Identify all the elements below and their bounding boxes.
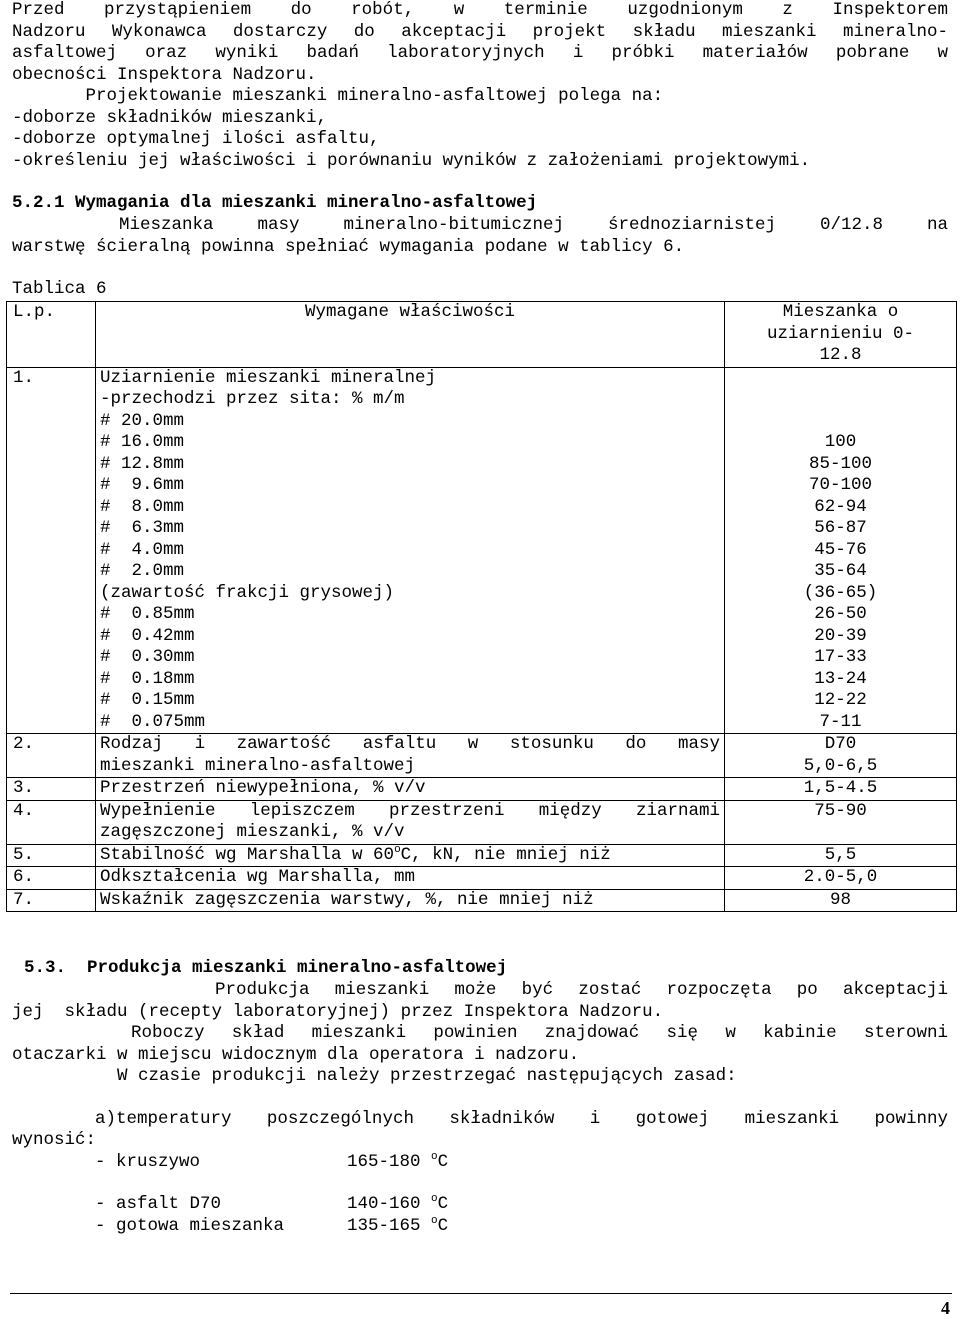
footer-rule xyxy=(10,1293,952,1294)
bullet-2: -doborze optymalnej ilości asfaltu, xyxy=(12,129,380,149)
section-53-p2-line-2: otaczarki w miejscu widocznym dla operatora i nadzoru. xyxy=(12,1044,580,1065)
bullet-3: -określeniu jej właściwości i porównaniu wyników z założeniami projektowymi. xyxy=(12,150,811,171)
temperature-intro-line-1: a)temperatury poszczególnych składników i gotowej mieszanki powinny xyxy=(95,1108,948,1129)
section-53-p3: W czasie produkcji należy przestrzegać następujących zasad: xyxy=(12,1066,737,1086)
row-3-value: 1,5-4.5 xyxy=(725,778,957,801)
table-header-row xyxy=(7,302,957,368)
row-1-lp: 1. xyxy=(7,367,96,734)
temperature-intro-line-2: wynosić: xyxy=(12,1130,97,1150)
section-521-line-1: Mieszanka masy mineralno-bitumicznej średnoziarnistej 0/12.8 na xyxy=(119,215,948,235)
intro-line-2: Nadzoru Wykonawca dostarczy do akceptacji projekt składu mieszanki mineralno- xyxy=(12,21,948,42)
table-row xyxy=(7,734,957,778)
intro-line-3: asfaltowej oraz wyniki badań laboratoryjnych i próbki materiałów pobrane w xyxy=(12,43,948,63)
row-7-value: 98 xyxy=(725,889,957,912)
temp-item-range: 165-180 $^o$C xyxy=(347,1150,449,1172)
section-53-p1-line-1: Produkcja mieszanki może być zostać rozpoczęta po akceptacji xyxy=(215,980,948,1000)
temp-item-name: - gotowa mieszanka xyxy=(95,1215,285,1236)
header-value: Mieszanka o uziarnieniu 0- 12.8 xyxy=(725,302,957,368)
requirements-table xyxy=(6,301,957,912)
bullet-1: -doborze składników mieszanki, xyxy=(12,107,328,128)
row-2-values: D70 5,0-6,5 xyxy=(725,734,957,778)
row-1-values: 100 85-100 70-100 62-94 56-87 45-76 35-64 (36-65) 26-50 20-39 17-33 13-24 12-22 7-11 xyxy=(725,367,957,734)
row-5-value: 5,5 xyxy=(725,844,957,867)
row-3-lp: 3. xyxy=(7,778,96,801)
section-53-p2-line-1: Roboczy skład mieszanki powinien znajdować się w kabinie sterowni xyxy=(131,1023,948,1043)
temp-item-name: - kruszywo xyxy=(95,1151,201,1172)
intro-line-4: obecności Inspektora Nadzoru. xyxy=(12,64,317,85)
table-row xyxy=(7,867,957,890)
row-4-value: 75-90 xyxy=(725,800,957,844)
row-7-property: Wskaźnik zagęszczenia warstwy, %, nie mniej niż xyxy=(96,889,725,912)
section-53-p1-line-2: jej składu (recepty laboratoryjnej) przez Inspektora Nadzoru. xyxy=(12,1001,664,1022)
table-row xyxy=(7,889,957,912)
table-row xyxy=(7,778,957,801)
table-row xyxy=(7,800,957,844)
intro-line-1: Przed przystąpieniem do robót, w terminie uzgodnionym z Inspektorem xyxy=(12,0,948,20)
row-3-property: Przestrzeń niewypełniona, % v/v xyxy=(96,778,725,801)
row-6-property: Odkształcenia wg Marshalla, mm xyxy=(96,867,725,890)
row-1-property: Uziarnienie mieszanki mineralnej -przechodzi przez sita: % m/m # 20.0mm # 16.0mm # 12.8mm # 9.6mm # 8.0mm # 6.3mm # 4.0mm # 2.0mm (zawartość frakcji grysowej) # 0.85mm # 0.42mm # 0.30mm # 0.18mm # 0.15mm # 0.075mm xyxy=(96,367,725,734)
row-7-lp: 7. xyxy=(7,889,96,912)
row-2-property: Rodzaj i zawartość asfaltu w stosunku do masy mieszanki mineralno-asfaltowej xyxy=(96,734,725,778)
table-caption: Tablica 6 xyxy=(12,279,107,299)
page-number: 4 xyxy=(941,1298,950,1318)
temp-item-name: - asfalt D70 xyxy=(95,1194,222,1214)
intro-p2: Projektowanie mieszanki mineralno-asfaltowej polega na: xyxy=(12,86,664,106)
section-521-heading: 5.2.1 Wymagania dla mieszanki mineralno-asfaltowej xyxy=(12,193,538,213)
table-row xyxy=(7,844,957,867)
row-6-value: 2.0-5,0 xyxy=(725,867,957,890)
row-5-property: Stabilność wg Marshalla w 60$^o$C, kN, nie mniej niż xyxy=(96,844,725,867)
header-property: Wymagane właściwości xyxy=(96,302,725,368)
table-row xyxy=(7,367,957,734)
section-521-line-2: warstwę ścieralną powinna spełniać wymagania podane w tablicy 6. xyxy=(12,236,685,257)
row-2-lp: 2. xyxy=(7,734,96,778)
header-lp: L.p. xyxy=(7,302,96,368)
row-4-lp: 4. xyxy=(7,800,96,844)
row-4-property: Wypełnienie lepiszczem przestrzeni między ziarnami zagęszczonej mieszanki, % v/v xyxy=(96,800,725,844)
section-53-heading: 5.3. Produkcja mieszanki mineralno-asfaltowej xyxy=(24,958,508,978)
row-5-lp: 5. xyxy=(7,844,96,867)
temp-item-range: 135-165 $^o$C xyxy=(347,1214,449,1236)
row-6-lp: 6. xyxy=(7,867,96,890)
temp-item-range: 140-160 $^o$C xyxy=(347,1193,449,1214)
